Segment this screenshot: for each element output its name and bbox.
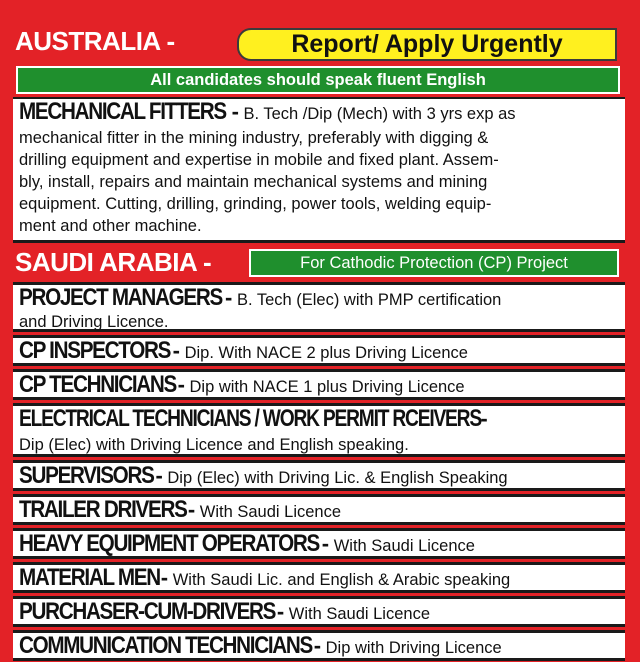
job-desc: Dip. With NACE 2 plus Driving Licence bbox=[184, 344, 468, 362]
job-card-cp-inspectors bbox=[13, 335, 625, 366]
job-title: TRAILER DRIVERS bbox=[19, 496, 187, 523]
job-title: ELECTRICAL TECHNICIANS / WORK PERMIT RCEIVERS bbox=[19, 405, 481, 432]
job-dash: - bbox=[225, 285, 233, 310]
apply-urgently-banner: Report/ Apply Urgently bbox=[237, 28, 617, 61]
job-desc: Dip (Elec) with Driving Lic. & English Speaking bbox=[167, 469, 508, 487]
job-desc-line: ment and other machine. bbox=[19, 217, 202, 235]
job-card-supervisors bbox=[13, 460, 625, 491]
job-title: HEAVY EQUIPMENT OPERATORS bbox=[19, 530, 319, 557]
job-desc: With Saudi Licence bbox=[288, 605, 431, 623]
job-dash: - bbox=[313, 633, 322, 658]
job-title: PURCHASER-CUM-DRIVERS bbox=[19, 598, 276, 625]
country-australia: AUSTRALIA - bbox=[15, 26, 175, 56]
mechanical-fitters-card bbox=[13, 97, 625, 243]
job-dash: - bbox=[321, 531, 330, 556]
job-desc: With Saudi Lic. and English & Arabic speaking bbox=[172, 571, 511, 589]
job-desc-line: bly, install, repairs and maintain mechanical systems and mining bbox=[19, 173, 488, 191]
saudi-header bbox=[13, 246, 625, 278]
job-card-heavy-equipment-operators bbox=[13, 528, 625, 559]
job-advert bbox=[13, 22, 625, 662]
job-title: MATERIAL MEN bbox=[19, 564, 160, 591]
job-desc: B. Tech (Elec) with PMP certification bbox=[236, 291, 502, 309]
job-title: MECHANICAL FITTERS bbox=[19, 98, 226, 125]
australia-header bbox=[13, 22, 625, 62]
country-saudi-arabia: SAUDI ARABIA - bbox=[15, 247, 212, 277]
job-card-trailer-drivers bbox=[13, 494, 625, 525]
job-dash: - bbox=[276, 599, 285, 624]
job-desc: Dip with NACE 1 plus Driving Licence bbox=[189, 378, 465, 396]
job-card-communication-technicians bbox=[13, 630, 625, 661]
job-title: CP TECHNICIANS bbox=[19, 371, 177, 398]
job-dash: - bbox=[155, 463, 163, 488]
job-desc-line: mechanical fitter in the mining industry, preferably with digging & bbox=[19, 129, 489, 147]
job-title: COMMUNICATION TECHNICIANS bbox=[19, 632, 313, 659]
job-card-material-men bbox=[13, 562, 625, 593]
job-dash: - bbox=[177, 372, 185, 397]
job-dash: - bbox=[480, 406, 488, 431]
job-title: CP INSPECTORS bbox=[19, 337, 171, 364]
job-desc: With Saudi Licence bbox=[333, 537, 475, 555]
job-desc-line: B. Tech /Dip (Mech) with 3 yrs exp as bbox=[243, 105, 516, 123]
job-desc: Dip (Elec) with Driving Licence and English speaking. bbox=[19, 436, 409, 454]
job-dash: - bbox=[231, 99, 239, 124]
cp-project-banner: For Cathodic Protection (CP) Project bbox=[249, 249, 619, 277]
job-title: PROJECT MANAGERS bbox=[19, 284, 222, 311]
job-desc: With Saudi Licence bbox=[199, 503, 342, 521]
job-desc-line: equipment. Cutting, drilling, grinding, power tools, welding equip- bbox=[19, 195, 492, 213]
job-dash: - bbox=[160, 565, 169, 590]
job-desc: Dip with Driving Licence bbox=[325, 639, 502, 657]
job-desc-line: drilling equipment and expertise in mobile and fixed plant. Assem- bbox=[19, 151, 499, 169]
job-dash: - bbox=[187, 497, 196, 522]
job-title: SUPERVISORS bbox=[19, 462, 154, 489]
job-card-cp-technicians bbox=[13, 369, 625, 400]
job-card-electrical-technicians bbox=[13, 403, 625, 457]
job-desc: and Driving Licence. bbox=[19, 313, 169, 331]
job-card-purchaser-cum-drivers bbox=[13, 596, 625, 627]
english-requirement-banner: All candidates should speak fluent English bbox=[16, 66, 620, 94]
job-dash: - bbox=[172, 338, 180, 363]
job-card-project-managers bbox=[13, 282, 625, 332]
